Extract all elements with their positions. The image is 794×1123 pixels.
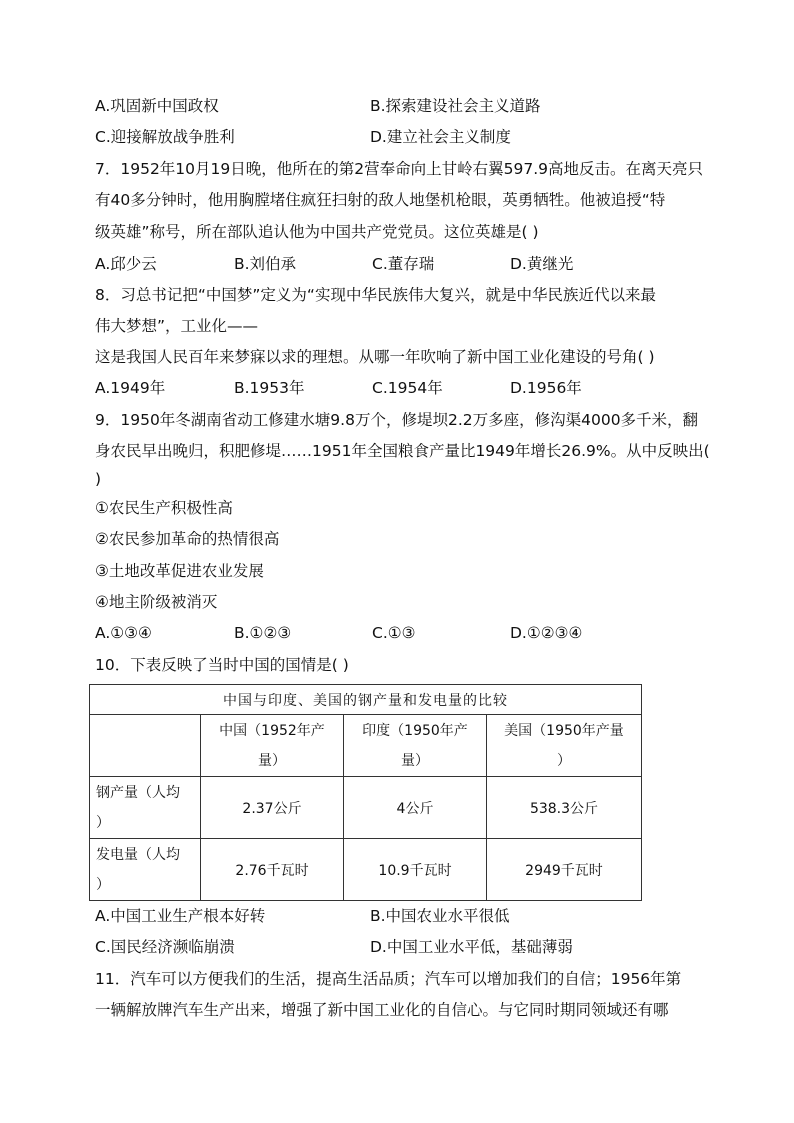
q8-stem-line-2: 伟大梦想”，工业化—— <box>95 317 259 335</box>
q10-option-b: B.中国农业水平很低 <box>370 907 510 925</box>
q6-option-c: C.迎接解放战争胜利 <box>95 128 235 146</box>
q10-option-d: D.中国工业水平低，基础薄弱 <box>370 938 573 956</box>
q9-option-c: C.①③ <box>372 624 416 642</box>
q11-stem-line-1: 11．汽车可以方便我们的生活，提高生活品质；汽车可以增加我们的自信；1956年第 <box>95 970 682 988</box>
cell-steel-china: 2.37公斤 <box>201 777 344 839</box>
q7-option-b: B.刘伯承 <box>234 255 297 273</box>
row-label-steel: 钢产量（人均 ） <box>90 777 201 839</box>
table-header-usa: 美国（1950年产量 ） <box>487 715 642 777</box>
q9-option-d: D.①②③④ <box>510 624 583 642</box>
q7-option-c: C.董存瑞 <box>372 255 435 273</box>
table-header-india: 印度（1950年产 量） <box>344 715 487 777</box>
q6-option-a: A.巩固新中国政权 <box>95 97 219 115</box>
table-row <box>90 777 642 839</box>
q7-option-d: D.黄继光 <box>510 255 574 273</box>
row-label-power: 发电量（人均 ） <box>90 839 201 901</box>
q7-option-a: A.邱少云 <box>95 255 157 273</box>
cell-power-usa: 2949千瓦时 <box>487 839 642 901</box>
q8-stem-line-3: 这是我国人民百年来梦寐以求的理想。从哪一年吹响了新中国工业化建设的号角( ) <box>95 348 655 366</box>
q9-stem-line-3: ) <box>95 470 102 488</box>
table-row <box>90 839 642 901</box>
q9-item-4: ④地主阶级被消灭 <box>95 593 218 611</box>
cell-power-india: 10.9千瓦时 <box>344 839 487 901</box>
q6-option-b: B.探索建设社会主义道路 <box>370 97 541 115</box>
q8-stem-line-1: 8．习总书记把“中国梦”定义为“实现中华民族伟大复兴，就是中华民族近代以来最 <box>95 286 656 304</box>
q8-option-a: A.1949年 <box>95 379 166 397</box>
q7-stem-line-3: 级英雄”称号，所在部队追认他为中国共产党党员。这位英雄是( ) <box>95 223 539 241</box>
q9-option-a: A.①③④ <box>95 624 152 642</box>
q7-stem-line-2: 有40多分钟时，他用胸膛堵住疯狂扫射的敌人地堡机枪眼，英勇牺牲。他被追授“特 <box>95 191 666 209</box>
table-title: 中国与印度、美国的钢产量和发电量的比较 <box>90 685 642 715</box>
q9-stem-line-2: 身农民早出晚归，积肥修堤……1951年全国粮食产量比1949年增长26.9%。从中反映出( <box>95 442 710 460</box>
q8-option-b: B.1953年 <box>234 379 305 397</box>
cell-steel-usa: 538.3公斤 <box>487 777 642 839</box>
q9-stem-line-1: 9．1950年冬湖南省动工修建水塘9.8万个，修堤坝2.2万多座，修沟渠4000多千米，翻 <box>95 411 699 429</box>
q9-item-2: ②农民参加革命的热情很高 <box>95 530 280 548</box>
q7-stem-line-1: 7．1952年10月19日晚，他所在的第2营奉命向上甘岭右翼597.9高地反击。在离天亮只 <box>95 160 703 178</box>
q6-option-d: D.建立社会主义制度 <box>370 128 511 146</box>
q11-stem-line-2: 一辆解放牌汽车生产出来，增强了新中国工业化的自信心。与它同时期同领域还有哪 <box>95 1001 669 1019</box>
table-header-china: 中国（1952年产 量） <box>201 715 344 777</box>
q9-option-b: B.①②③ <box>234 624 292 642</box>
table-corner-cell <box>90 715 201 777</box>
q10-stem: 10．下表反映了当时中国的国情是( ) <box>95 656 349 674</box>
q9-item-1: ①农民生产积极性高 <box>95 499 233 517</box>
q8-option-c: C.1954年 <box>372 379 443 397</box>
cell-steel-india: 4公斤 <box>344 777 487 839</box>
cell-power-china: 2.76千瓦时 <box>201 839 344 901</box>
comparison-table <box>89 684 642 901</box>
q9-item-3: ③土地改革促进农业发展 <box>95 562 264 580</box>
q10-option-a: A.中国工业生产根本好转 <box>95 907 266 925</box>
q8-option-d: D.1956年 <box>510 379 582 397</box>
q10-option-c: C.国民经济濒临崩溃 <box>95 938 235 956</box>
